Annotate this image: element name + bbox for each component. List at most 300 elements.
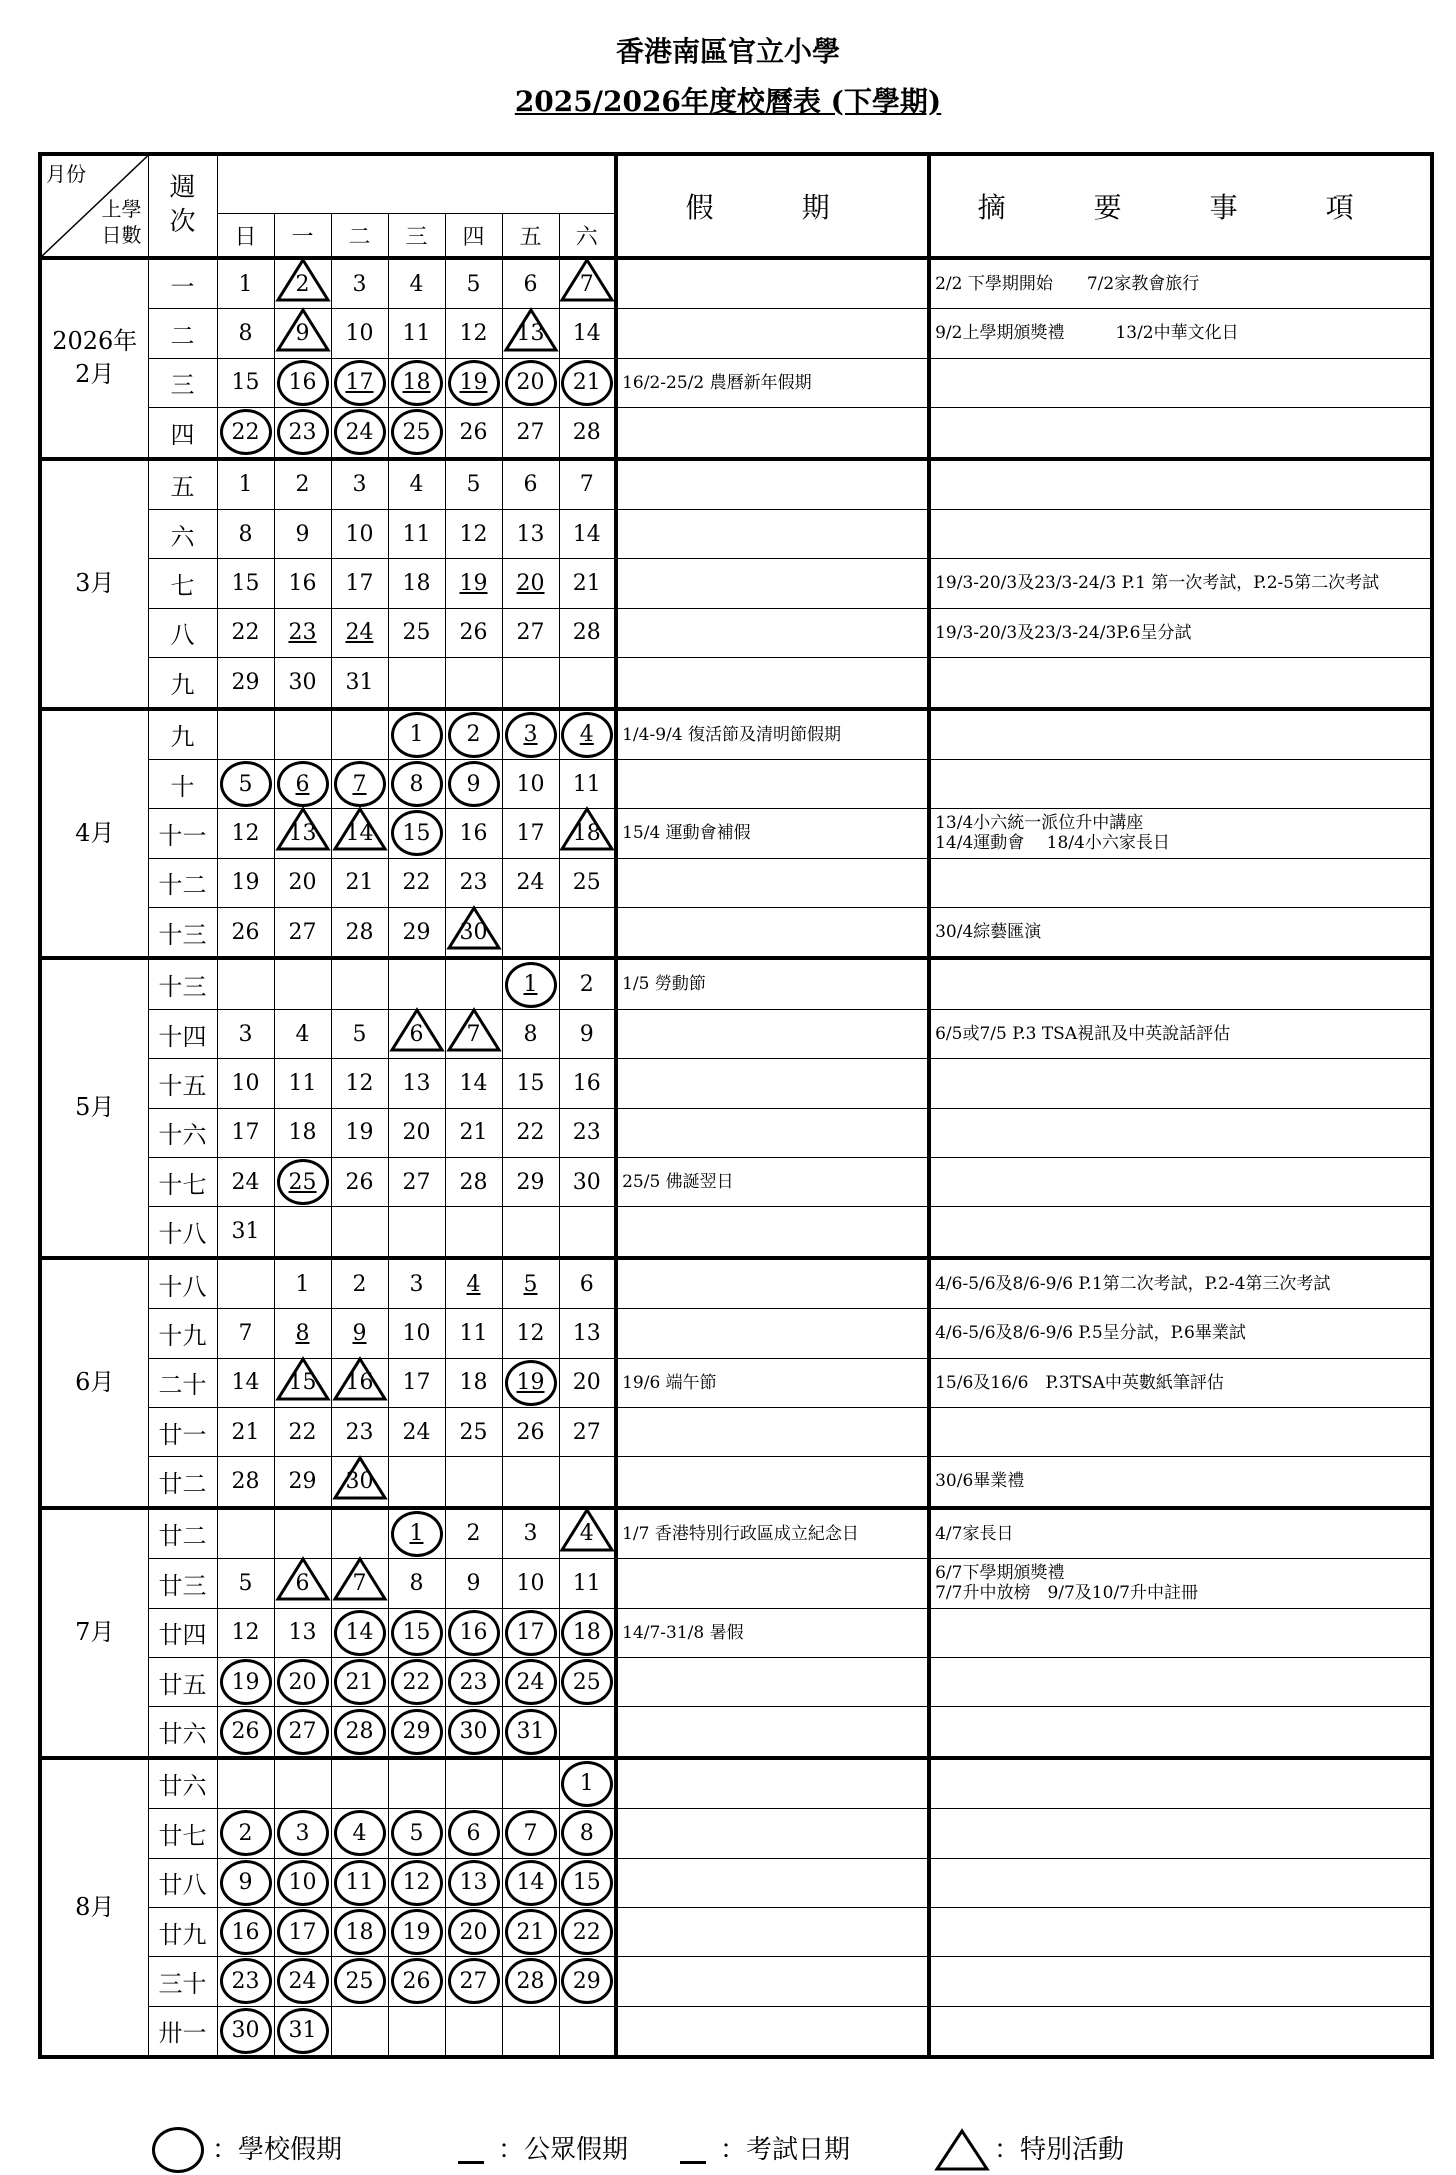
month-label: 5月 [40, 958, 148, 1257]
day-cell [445, 1207, 502, 1258]
day-cell [217, 908, 274, 959]
day-number: 14 [345, 1620, 374, 1646]
day-number: 2 [579, 972, 594, 998]
day-number: 19 [459, 571, 488, 597]
day-cell [502, 1657, 559, 1706]
day-number: 12 [402, 1870, 431, 1896]
day-number: 31 [345, 669, 374, 695]
day-cell [502, 1559, 559, 1608]
day-number: 16 [459, 820, 488, 846]
holiday-text [616, 858, 929, 907]
day-number: 9 [295, 321, 310, 347]
day-number: 11 [402, 321, 431, 347]
week-number: 七 [148, 559, 217, 608]
day-number: 4 [409, 271, 424, 297]
week-row [40, 809, 1432, 858]
day-cell [502, 1407, 559, 1456]
day-number: 29 [231, 669, 260, 695]
day-cell [388, 608, 445, 657]
day-number: 3 [352, 271, 367, 297]
note-text: 30/6畢業禮 [929, 1457, 1432, 1508]
week-number: 三 [148, 358, 217, 407]
day-number: 14 [345, 820, 374, 846]
day-cell [217, 1809, 274, 1858]
note-text [929, 408, 1432, 459]
legend-school-holiday: ：學校假期 [152, 2125, 342, 2175]
day-cell [388, 908, 445, 959]
day-number: 13 [288, 820, 317, 846]
holiday-text [616, 309, 929, 358]
day-number: 26 [459, 620, 488, 646]
day-number: 25 [402, 419, 431, 445]
day-cell [388, 1258, 445, 1309]
day-cell [331, 658, 388, 709]
day-cell [388, 1608, 445, 1657]
week-row [40, 408, 1432, 459]
day-number: 8 [238, 321, 253, 347]
week-row [40, 1608, 1432, 1657]
day-cell [274, 709, 331, 760]
day-number: 20 [402, 1120, 431, 1146]
week-number: 二 [148, 309, 217, 358]
day-cell [445, 1309, 502, 1358]
day-number: 21 [231, 1419, 260, 1445]
day-cell [331, 1758, 388, 1809]
day-cell [331, 2006, 388, 2057]
day-cell [274, 459, 331, 510]
day-number: 7 [579, 271, 594, 297]
day-number: 23 [572, 1120, 601, 1146]
day-cell [388, 358, 445, 407]
day-number: 22 [231, 620, 260, 646]
day-cell [559, 1009, 616, 1058]
holiday-text [616, 1309, 929, 1358]
note-text [929, 858, 1432, 907]
day-cell [331, 1858, 388, 1907]
day-number: 20 [288, 870, 317, 896]
day-number: 4 [295, 1021, 310, 1047]
day-number: 6 [466, 1820, 481, 1846]
holiday-text [616, 459, 929, 510]
day-cell [331, 459, 388, 510]
note-text [929, 1608, 1432, 1657]
day-number: 2 [238, 1820, 253, 1846]
day-cell [274, 559, 331, 608]
day-number: 2 [466, 722, 481, 748]
day-number: 12 [459, 321, 488, 347]
day-number: 23 [459, 1669, 488, 1695]
day-number: 12 [459, 521, 488, 547]
day-cell [502, 1059, 559, 1108]
day-number: 15 [516, 1070, 545, 1096]
day-number: 7 [579, 472, 594, 498]
day-number: 27 [516, 419, 545, 445]
week-row [40, 1508, 1432, 1559]
week-row [40, 1657, 1432, 1706]
day-number: 26 [516, 1419, 545, 1445]
day-number: 26 [231, 919, 260, 945]
day-cell [559, 1207, 616, 1258]
day-cell [388, 1707, 445, 1758]
day-number: 21 [459, 1120, 488, 1146]
note-text [929, 1657, 1432, 1706]
day-number: 6 [523, 271, 538, 297]
month-label: 2026年 2月 [40, 258, 148, 459]
week-number: 廿六 [148, 1707, 217, 1758]
day-cell [445, 1258, 502, 1309]
holiday-text [616, 1559, 929, 1608]
day-cell [274, 1559, 331, 1608]
day-cell [502, 908, 559, 959]
day-cell [559, 658, 616, 709]
day-cell [559, 1758, 616, 1809]
week-row [40, 1858, 1432, 1907]
week-number: 十一 [148, 809, 217, 858]
day-cell [445, 958, 502, 1009]
day-cell [502, 759, 559, 808]
day-cell [331, 1457, 388, 1508]
week-number: 廿六 [148, 1758, 217, 1809]
day-cell [502, 1108, 559, 1157]
day-number: 1 [523, 972, 538, 998]
day-number: 30 [345, 1469, 374, 1495]
day-cell [559, 1508, 616, 1559]
day-number: 1 [295, 1271, 310, 1297]
week-row [40, 908, 1432, 959]
day-number: 25 [402, 620, 431, 646]
day-cell [388, 1309, 445, 1358]
day-number: 24 [345, 620, 374, 646]
week-number: 廿二 [148, 1508, 217, 1559]
week-row [40, 858, 1432, 907]
holiday-text: 19/6 端午節 [616, 1358, 929, 1407]
weekday-header: 二 [331, 214, 388, 259]
day-cell [217, 559, 274, 608]
holiday-text: 25/5 佛誕翌日 [616, 1158, 929, 1207]
day-cell [331, 709, 388, 760]
day-number: 27 [288, 1719, 317, 1745]
day-number: 11 [402, 521, 431, 547]
holiday-text: 15/4 運動會補假 [616, 809, 929, 858]
day-number: 5 [238, 1570, 253, 1596]
day-number: 4 [466, 1271, 481, 1297]
day-cell [217, 658, 274, 709]
week-number: 六 [148, 509, 217, 558]
day-number: 26 [402, 1968, 431, 1994]
day-number: 24 [516, 870, 545, 896]
day-cell [274, 1858, 331, 1907]
day-number: 20 [288, 1669, 317, 1695]
day-number: 18 [459, 1370, 488, 1396]
day-cell [559, 1358, 616, 1407]
day-number: 7 [238, 1320, 253, 1346]
day-cell [274, 1207, 331, 1258]
day-number: 18 [288, 1120, 317, 1146]
day-cell [331, 1207, 388, 1258]
day-cell [559, 1309, 616, 1358]
day-cell [388, 1758, 445, 1809]
holiday-text [616, 908, 929, 959]
day-number: 25 [572, 1669, 601, 1695]
note-text: 4/6-5/6及8/6-9/6 P.5呈分試，P.6畢業試 [929, 1309, 1432, 1358]
week-number: 五 [148, 459, 217, 510]
day-number: 11 [459, 1320, 488, 1346]
day-cell [331, 1707, 388, 1758]
week-row [40, 1309, 1432, 1358]
day-cell [388, 1158, 445, 1207]
day-number: 28 [231, 1469, 260, 1495]
day-cell [502, 559, 559, 608]
note-text [929, 1207, 1432, 1258]
legend-exam-day: ：考試日期 [680, 2125, 850, 2175]
holiday-text [616, 1907, 929, 1956]
week-row [40, 759, 1432, 808]
day-cell [274, 258, 331, 309]
school-calendar-table [38, 152, 1434, 2059]
day-number: 9 [466, 1570, 481, 1596]
week-number: 九 [148, 658, 217, 709]
day-number: 16 [288, 571, 317, 597]
day-cell [274, 1309, 331, 1358]
week-number: 廿三 [148, 1559, 217, 1608]
day-cell [445, 408, 502, 459]
day-number: 3 [352, 472, 367, 498]
day-cell [217, 1207, 274, 1258]
week-row [40, 1457, 1432, 1508]
week-number: 廿八 [148, 1858, 217, 1907]
day-cell [502, 1809, 559, 1858]
day-cell [445, 1608, 502, 1657]
day-cell [217, 1907, 274, 1956]
day-number: 1 [238, 472, 253, 498]
day-number: 14 [459, 1070, 488, 1096]
day-cell [445, 1707, 502, 1758]
holiday-text [616, 1957, 929, 2006]
week-row [40, 958, 1432, 1009]
week-row [40, 658, 1432, 709]
day-number: 27 [516, 620, 545, 646]
note-text [929, 1059, 1432, 1108]
holiday-text [616, 1407, 929, 1456]
note-text [929, 1809, 1432, 1858]
header-date-block [217, 154, 616, 214]
day-cell [274, 1158, 331, 1207]
day-cell [445, 459, 502, 510]
day-cell [274, 1957, 331, 2006]
day-number: 5 [523, 1271, 538, 1297]
day-number: 11 [572, 771, 601, 797]
holiday-text [616, 1758, 929, 1809]
day-cell [388, 509, 445, 558]
day-cell [331, 1809, 388, 1858]
day-cell [445, 1508, 502, 1559]
day-cell [274, 1059, 331, 1108]
day-cell [559, 1907, 616, 1956]
day-number: 3 [409, 1271, 424, 1297]
day-number: 9 [579, 1021, 594, 1047]
day-number: 16 [231, 1919, 260, 1945]
day-cell [388, 1207, 445, 1258]
note-text [929, 358, 1432, 407]
day-number: 26 [231, 1719, 260, 1745]
day-cell [331, 358, 388, 407]
holiday-text [616, 408, 929, 459]
month-label: 8月 [40, 1758, 148, 2057]
day-number: 21 [345, 1669, 374, 1695]
week-number: 十八 [148, 1207, 217, 1258]
day-cell [331, 1559, 388, 1608]
day-cell [502, 1707, 559, 1758]
calendar-title: 2025/2026年度校曆表 (下學期) [514, 85, 942, 118]
month-label: 6月 [40, 1258, 148, 1508]
day-cell [331, 258, 388, 309]
day-cell [502, 1358, 559, 1407]
day-number: 19 [516, 1370, 545, 1396]
day-number: 15 [231, 370, 260, 396]
day-cell [274, 1407, 331, 1456]
note-text: 9/2上學期頒獎禮 13/2中華文化日 [929, 309, 1432, 358]
holiday-text [616, 1258, 929, 1309]
day-number: 24 [345, 419, 374, 445]
day-number: 5 [409, 1820, 424, 1846]
day-cell [388, 1407, 445, 1456]
day-cell [217, 1358, 274, 1407]
day-number: 28 [345, 1719, 374, 1745]
holiday-text [616, 1059, 929, 1108]
day-number: 8 [409, 1570, 424, 1596]
day-cell [388, 759, 445, 808]
day-cell [445, 1809, 502, 1858]
day-cell [559, 908, 616, 959]
week-number: 四 [148, 408, 217, 459]
day-cell [559, 1457, 616, 1508]
day-number: 22 [288, 1419, 317, 1445]
week-number: 一 [148, 258, 217, 309]
day-cell [331, 1407, 388, 1456]
week-row [40, 309, 1432, 358]
note-text: 4/7家長日 [929, 1508, 1432, 1559]
day-cell [559, 1158, 616, 1207]
holiday-text [616, 509, 929, 558]
day-cell [217, 608, 274, 657]
day-number: 20 [516, 571, 545, 597]
day-cell [559, 2006, 616, 2057]
week-number: 十四 [148, 1009, 217, 1058]
day-cell [502, 958, 559, 1009]
day-cell [502, 459, 559, 510]
day-number: 16 [459, 1620, 488, 1646]
week-row [40, 1009, 1432, 1058]
day-number: 28 [459, 1169, 488, 1195]
holiday-text: 14/7-31/8 暑假 [616, 1608, 929, 1657]
day-cell [331, 809, 388, 858]
day-cell [274, 1608, 331, 1657]
day-number: 6 [523, 472, 538, 498]
day-number: 5 [238, 771, 253, 797]
week-number: 十二 [148, 858, 217, 907]
week-number: 十三 [148, 958, 217, 1009]
day-number: 16 [345, 1370, 374, 1396]
day-cell [559, 709, 616, 760]
day-number: 27 [288, 919, 317, 945]
week-number: 十八 [148, 1258, 217, 1309]
day-number: 21 [516, 1919, 545, 1945]
day-cell [331, 958, 388, 1009]
day-number: 13 [459, 1870, 488, 1896]
day-cell [388, 1457, 445, 1508]
day-cell [559, 1608, 616, 1657]
day-number: 22 [516, 1120, 545, 1146]
holiday-text [616, 1207, 929, 1258]
note-text [929, 509, 1432, 558]
holiday-text [616, 2006, 929, 2057]
day-cell [217, 1059, 274, 1108]
day-number: 13 [572, 1320, 601, 1346]
day-number: 10 [345, 521, 374, 547]
day-number: 20 [516, 370, 545, 396]
day-number: 12 [345, 1070, 374, 1096]
day-cell [388, 1809, 445, 1858]
day-number: 24 [288, 1968, 317, 1994]
day-number: 17 [402, 1370, 431, 1396]
day-number: 23 [345, 1419, 374, 1445]
day-cell [217, 1957, 274, 2006]
circle-icon [152, 2127, 204, 2173]
weekday-header: 六 [559, 214, 616, 259]
day-number: 2 [466, 1521, 481, 1547]
day-number: 19 [345, 1120, 374, 1146]
day-cell [559, 1809, 616, 1858]
note-text: 19/3-20/3及23/3-24/3 P.1 第一次考試，P.2-5第二次考試 [929, 559, 1432, 608]
day-number: 10 [402, 1320, 431, 1346]
day-number: 14 [516, 1870, 545, 1896]
day-number: 16 [288, 370, 317, 396]
day-cell [559, 759, 616, 808]
day-cell [331, 759, 388, 808]
day-number: 10 [345, 321, 374, 347]
day-number: 2 [295, 472, 310, 498]
day-cell [274, 1457, 331, 1508]
day-number: 7 [352, 771, 367, 797]
day-number: 7 [352, 1570, 367, 1596]
day-number: 8 [579, 1820, 594, 1846]
day-cell [445, 759, 502, 808]
day-cell [217, 1758, 274, 1809]
day-number: 5 [352, 1021, 367, 1047]
note-text [929, 759, 1432, 808]
day-cell [445, 1907, 502, 1956]
week-number: 十三 [148, 908, 217, 959]
day-cell [445, 1158, 502, 1207]
day-number: 21 [572, 571, 601, 597]
day-cell [502, 1907, 559, 1956]
day-cell [559, 1657, 616, 1706]
day-number: 24 [231, 1169, 260, 1195]
day-cell [217, 358, 274, 407]
day-cell [217, 2006, 274, 2057]
day-cell [274, 1809, 331, 1858]
day-number: 10 [231, 1070, 260, 1096]
day-cell [559, 1559, 616, 1608]
day-cell [217, 1457, 274, 1508]
holiday-text [616, 258, 929, 309]
day-number: 12 [231, 820, 260, 846]
holiday-text: 16/2-25/2 農曆新年假期 [616, 358, 929, 407]
note-text: 2/2 下學期開始 7/2家教會旅行 [929, 258, 1432, 309]
day-number: 1 [409, 1521, 424, 1547]
day-cell [445, 1407, 502, 1456]
day-cell [331, 1358, 388, 1407]
